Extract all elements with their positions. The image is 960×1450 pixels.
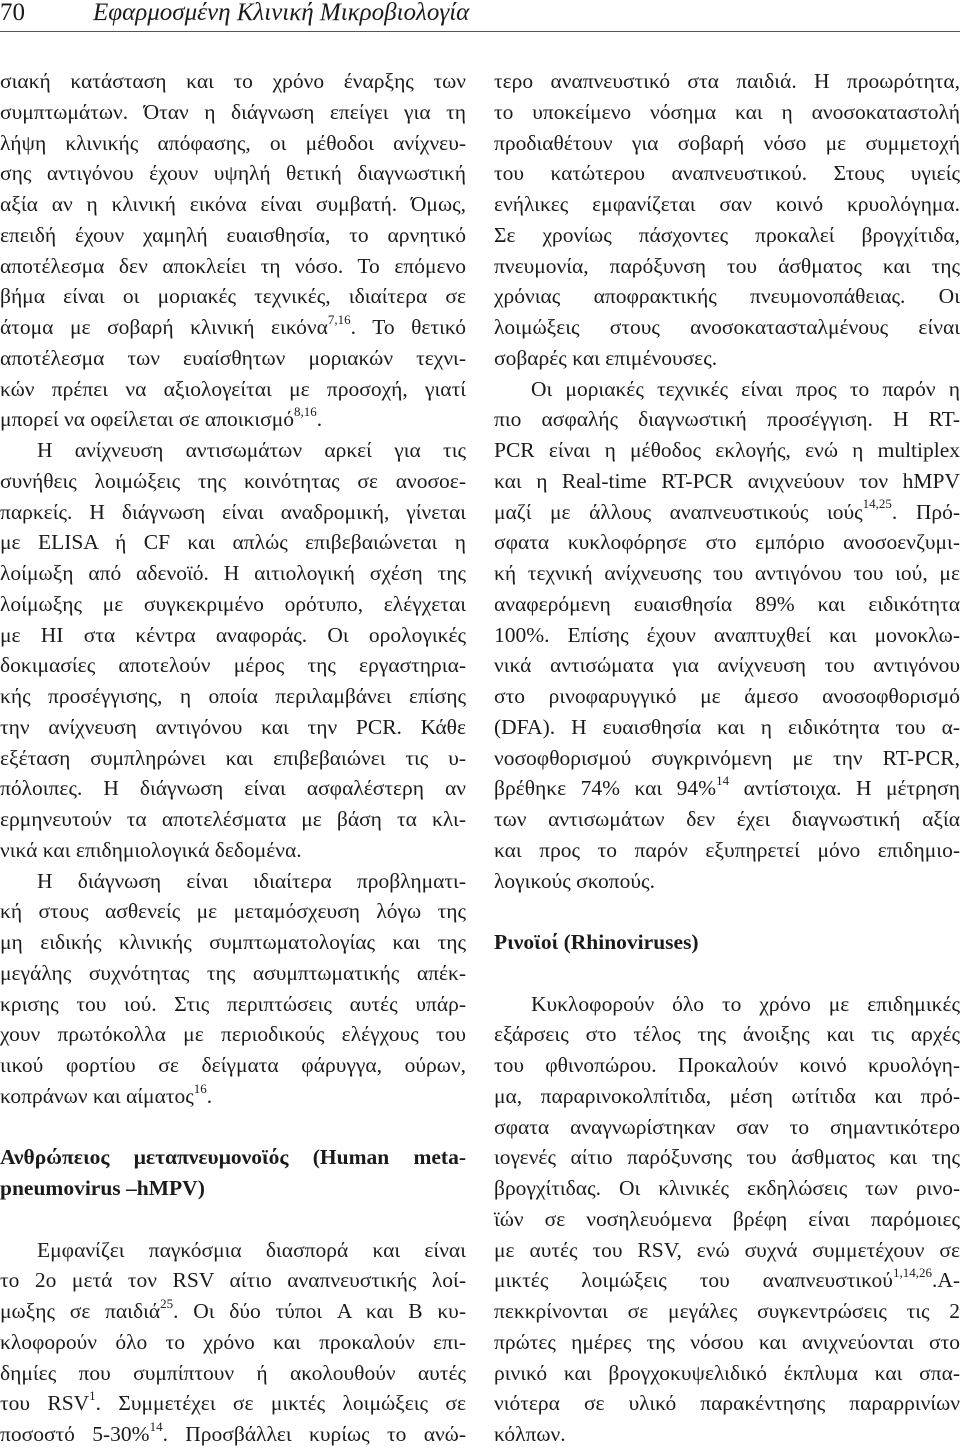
text-line [494, 650, 960, 681]
text-line [494, 527, 960, 558]
text-line [0, 404, 466, 435]
line-text: του κατώτερου αναπνευστικού. Στους υγιείς [494, 161, 960, 186]
text-line [0, 189, 466, 220]
line-text: πνευμονία, παρόξυνση του άσθματος και της [494, 253, 960, 278]
line-text: εξέταση συμπληρώνει και επιβεβαιώνει τις υ- [0, 745, 466, 770]
paragraph-gap [494, 896, 960, 927]
line-text: βρογχίτιδας. Οι κλινικές εκδηλώσεις των ρινο- [494, 1176, 960, 1200]
text-line [0, 374, 466, 405]
line-text: Σε χρονίως πάσχοντες προκαλεί βρογχίτιδα, [494, 222, 960, 247]
line-text: Η ανίχνευση αντισωμάτων αρκεί για τις [37, 438, 466, 462]
line-text: συμπτωμάτων. Όταν η διάγνωση επείγει για τη [0, 99, 466, 124]
line-text: ενήλικες εμφανίζεται σαν κοινό κρυολόγημα. [494, 192, 960, 216]
text-line [0, 589, 466, 620]
citation-superscript: 25 [160, 1295, 174, 1311]
line-text: μα, παραρινοκολπίτιδα, μέση ωτίτιδα και πρό- [494, 1083, 960, 1108]
line-text: ϊών σε νοσηλευόμενα βρέφη είναι παρόμοιες [494, 1206, 960, 1231]
text-line [0, 1081, 466, 1112]
text-line [0, 620, 466, 651]
text-line [0, 896, 466, 927]
text-line [494, 589, 960, 620]
line-text: βήμα είναι οι μοριακές τεχνικές, ιδιαίτερα σε [0, 284, 466, 309]
line-text: ρινικό και βρογχοκυψελιδικό έκπλυμα και σπα- [494, 1360, 960, 1385]
line-text-continued: αντίστοιχα. Η μέτρηση [729, 776, 960, 801]
text-line [494, 1296, 960, 1327]
line-text: των αντισωμάτων δεν έχει διαγνωστική αξία [494, 807, 960, 831]
text-line [494, 404, 960, 435]
line-text: κών πρέπει να αξιολογείται με προσοχή, γιατί [0, 376, 466, 401]
line-text: κής προσέγγισης, η οποία περιλαμβάνει επίσης [0, 684, 466, 708]
text-line [494, 312, 960, 343]
line-text: κρισης του ιού. Στις περιπτώσεις αυτές υπάρ- [0, 991, 466, 1016]
text-line [494, 558, 960, 589]
text-line [494, 1235, 960, 1266]
citation-superscript: 1,14,26 [892, 1265, 932, 1281]
line-text: Ανθρώπειος μεταπνευμονοϊός (Human meta- [0, 1145, 466, 1170]
text-line [494, 220, 960, 251]
line-text: κλοφορούν όλο το χρόνο και προκαλούν επι- [0, 1329, 466, 1354]
text-line [0, 804, 466, 835]
line-text: ποσοστό 5-30% [0, 1422, 150, 1446]
line-text: σιακή κατάσταση και το χρόνο έναρξης των [0, 69, 466, 93]
line-text: άτομα με σοβαρή κλινική εικόνα [0, 315, 328, 339]
citation-superscript: 1 [89, 1388, 96, 1404]
text-line [494, 620, 960, 651]
line-text: Ρινοϊοί (Rhinoviruses) [494, 930, 699, 954]
line-text: με HI στα κέντρα αναφοράς. Οι ορολογικές [0, 622, 466, 647]
text-line [0, 128, 466, 159]
running-title: Εφαρμοσμένη Κλινική Μικροβιολογία [93, 0, 470, 26]
line-text: προδιαθέτουν για σοβαρή νόσο με συμμετοχή [494, 130, 960, 155]
line-text: νοσοφθορισμού συγκρινόμενη με την RT-PCR, [494, 745, 960, 770]
line-text: πρώτες ημέρες της νόσου και ανιχνεύονται στο [494, 1329, 960, 1354]
line-text: δημίες που συμπίπτουν ή ακολουθούν αυτές [0, 1360, 466, 1385]
paragraph-gap [494, 958, 960, 989]
line-text: κή τεχνική ανίχνευσης του αντιγόνου του ιού, με [494, 561, 960, 585]
line-text: σφατα κυκλοφόρησε στο εμπόριο ανοσοενζυμι- [494, 530, 960, 555]
line-text: και η Real-time RT-PCR ανιχνεύουν τον hMPV [494, 468, 960, 493]
section-heading-line [494, 927, 960, 958]
page-number: 70 [0, 0, 25, 26]
line-text: 100%. Επίσης έχουν αναπτυχθεί και μονοκλω- [494, 622, 960, 647]
citation-superscript: 14,25 [862, 496, 892, 512]
text-line [494, 1327, 960, 1358]
line-text: επειδή έχουν χαμηλή ευαισθησία, το αρνητικό [0, 222, 466, 247]
text-line [494, 343, 960, 374]
text-line [0, 1235, 466, 1266]
line-text-continued: . Προσβάλλει κυρίως το ανώ- [162, 1422, 466, 1446]
text-line [0, 220, 466, 251]
text-line [0, 989, 466, 1020]
text-line [0, 1019, 466, 1050]
line-text: σοβαρές και επιμένουσες. [494, 345, 718, 370]
text-line [494, 189, 960, 220]
text-line [494, 866, 960, 897]
text-line [494, 804, 960, 835]
text-line [494, 158, 960, 189]
text-line [0, 558, 466, 589]
text-line [0, 1327, 466, 1358]
text-line [0, 435, 466, 466]
line-text: μεγάλης συχνότητας της ασυμπτωματικής απέκ- [0, 960, 466, 985]
text-line [0, 712, 466, 743]
text-line [494, 1019, 960, 1050]
line-text: αναφερόμενη ευαισθησία 89% και ειδικότητα [494, 591, 960, 616]
line-text: με ELISA ή CF και απλώς επιβεβαιώνεται η [0, 530, 466, 555]
line-text: εξάρσεις στο τέλος της άνοιξης και τις αρχές [494, 1022, 960, 1047]
line-text: δοκιμασίες αποτελούν μέρος της εργαστηρια- [0, 653, 466, 678]
line-text: κόλπων. [494, 1422, 566, 1446]
section-heading-line [0, 1142, 466, 1173]
text-line [0, 743, 466, 774]
line-text-continued: . [316, 407, 323, 432]
text-line [0, 1050, 466, 1081]
text-line [0, 97, 466, 128]
line-text: μικτές λοιμώξεις του αναπνευστικού [494, 1268, 893, 1293]
text-line [494, 374, 960, 405]
citation-superscript: 14 [149, 1418, 163, 1434]
section-heading-line [0, 1173, 466, 1204]
line-text: αποτέλεσμα των ευαίσθητων μοριακών τεχνι- [0, 345, 466, 370]
text-line [0, 927, 466, 958]
text-line [0, 958, 466, 989]
text-line [494, 1112, 960, 1143]
text-line [494, 681, 960, 712]
text-line [0, 773, 466, 804]
line-text: παρκείς. Η διάγνωση είναι αναδρομική, γίνεται [0, 499, 466, 524]
line-text: τερο αναπνευστικό στα παιδιά. Η προωρότητα, [494, 69, 960, 93]
line-text-continued: . [206, 1083, 213, 1108]
line-text: αποτέλεσμα δεν αποκλείει τη νόσο. Το επόμενο [0, 253, 466, 278]
text-line [0, 251, 466, 282]
text-line [494, 712, 960, 743]
line-text: ιογενές αίτιο παρόξυνσης του άσθματος και της [494, 1145, 960, 1170]
line-text: σης αντιγόνου έχουν υψηλή θετική διαγνωστική [0, 161, 466, 186]
line-text: λογικούς σκοπούς. [494, 868, 655, 893]
text-line [494, 435, 960, 466]
line-text: κή στους ασθενείς με μεταμόσχευση λόγω της [0, 899, 466, 924]
line-text: λοίμωξης με συγκεκριμένο ορότυπο, ελέγχεται [0, 591, 466, 616]
header-rule [0, 31, 960, 32]
line-text-continued: . Οι δύο τύποι A και B κυ- [173, 1299, 466, 1323]
line-text: μαζί με άλλους αναπνευστικούς ιούς [494, 499, 863, 524]
text-line [494, 743, 960, 774]
text-line [0, 1419, 466, 1450]
line-text: του φθινοπώρου. Προκαλούν κοινό κρυολόγη- [494, 1053, 960, 1077]
text-line [494, 1265, 960, 1296]
text-line [0, 158, 466, 189]
text-line [0, 1358, 466, 1389]
line-text: συνήθεις λοιμώξεις της κοινότητας σε ανοσοε- [0, 468, 466, 493]
text-line [0, 835, 466, 866]
line-text: βρέθηκε 74% και 94% [494, 776, 717, 801]
line-text-continued: . Πρό- [891, 499, 960, 524]
text-line [494, 1142, 960, 1173]
text-line [494, 251, 960, 282]
line-text: στο ρινοφαρυγγικό με άμεσο ανοσοφθορισμό [494, 684, 960, 708]
text-line [494, 989, 960, 1020]
citation-superscript: 8,16 [294, 404, 317, 420]
text-line [0, 650, 466, 681]
text-line [494, 497, 960, 528]
text-line [0, 66, 466, 97]
line-text: νικά αντισώματα για ανίχνευση του αντιγόνου [494, 653, 960, 678]
line-text: PCR είναι η μέθοδος εκλογής, ενώ η multiplex [494, 438, 960, 462]
text-line [494, 128, 960, 159]
text-line [0, 1388, 466, 1419]
line-text: (DFA). Η ευαισθησία και η ειδικότητα του α- [494, 714, 960, 739]
text-line [0, 1296, 466, 1327]
text-line [0, 466, 466, 497]
line-text: λοίμωξη από αδενοϊό. Η αιτιολογική σχέση της [0, 561, 466, 585]
citation-superscript: 16 [193, 1080, 207, 1096]
text-line [494, 97, 960, 128]
paragraph-gap [0, 1112, 466, 1143]
line-text-continued: .Α- [931, 1268, 960, 1293]
line-text: κοπράνων και αίματος [0, 1083, 194, 1108]
line-text: του RSV [0, 1391, 90, 1416]
line-text: και προς το παρόν εξυπηρετεί μόνο επιδημιο- [494, 837, 960, 862]
line-text: Εμφανίζει παγκόσμια διασπορά και είναι [37, 1237, 466, 1262]
text-line [0, 343, 466, 374]
line-text: μωξης σε παιδιά [0, 1299, 161, 1323]
text-line [0, 866, 466, 897]
line-text: λήψη κλινικής απόφασης, οι μέθοδοι ανίχνευ- [0, 130, 466, 155]
line-text-continued: . Το θετικό [350, 315, 466, 339]
citation-superscript: 7,16 [327, 311, 351, 327]
line-text: ερμηνευτούν τα αποτελέσματα με βάση τα κλι- [0, 807, 466, 831]
text-line [0, 281, 466, 312]
line-text: με αυτές του RSV, ενώ συχνά συμμετέχουν σε [494, 1237, 960, 1262]
line-text: μη ειδικής κλινικής συμπτωματολογίας και της [0, 930, 466, 954]
text-line [0, 681, 466, 712]
line-text: χουν πρωτόκολλα με περιοδικούς ελέγχους του [0, 1022, 466, 1047]
line-text: Οι μοριακές τεχνικές είναι προς το παρόν η [531, 376, 960, 401]
line-text: το 2ο μετά τον RSV αίτιο αναπνευστικής λοί- [0, 1268, 466, 1293]
text-line [494, 466, 960, 497]
text-line [494, 66, 960, 97]
text-line [494, 1050, 960, 1081]
text-line [494, 1081, 960, 1112]
right-column [494, 66, 960, 1450]
text-line [494, 281, 960, 312]
line-text-continued: . Συμμετέχει σε μικτές λοιμώξεις σε [95, 1391, 466, 1416]
line-text: χρόνιας αποφρακτικής πνευμονοπάθειας. Οι [494, 284, 960, 309]
left-column [0, 66, 466, 1450]
text-line [494, 1173, 960, 1204]
text-line [0, 1265, 466, 1296]
text-line [494, 773, 960, 804]
line-text: νιότερα σε υλικό παρακέντησης παραρρινίων [494, 1391, 960, 1416]
text-line [0, 312, 466, 343]
line-text: πόλοιπες. Η διάγνωση είναι ασφαλέστερη αν [0, 776, 466, 801]
text-line [494, 1204, 960, 1235]
line-text: μπορεί να οφείλεται σε αποικισμό [0, 407, 295, 432]
line-text: την ανίχνευση αντιγόνου και την PCR. Κάθε [0, 714, 466, 739]
line-text: πεκκρίνονται σε μεγάλες συγκεντρώσεις τις 2 [494, 1299, 960, 1323]
text-line [0, 527, 466, 558]
text-line [494, 1419, 960, 1450]
line-text: πιο ασφαλής διαγνωστική προσέγγιση. Η RT- [494, 407, 960, 432]
text-line [494, 835, 960, 866]
line-text: σφατα αναγνωρίστηκαν σαν το σημαντικότερο [494, 1114, 960, 1139]
line-text: αξία αν η κλινική εικόνα είναι συμβατή. Όμως, [0, 192, 466, 216]
line-text: Κυκλοφορούν όλο το χρόνο με επιδημικές [531, 991, 960, 1016]
line-text: ιικού φορτίου σε δείγματα φάρυγγα, ούρων, [0, 1053, 466, 1077]
line-text: pneumovirus –hMPV) [0, 1176, 205, 1200]
text-line [0, 497, 466, 528]
paragraph-gap [0, 1204, 466, 1235]
page-header [0, 0, 960, 30]
line-text: νικά και επιδημιολογικά δεδομένα. [0, 837, 302, 862]
line-text: Η διάγνωση είναι ιδιαίτερα προβληματι- [37, 868, 466, 893]
text-line [494, 1358, 960, 1389]
line-text: λοιμώξεις στους ανοσοκατασταλμένους είναι [494, 315, 960, 339]
line-text: το υποκείμενο νόσημα και η ανοσοκαταστολή [494, 99, 960, 124]
citation-superscript: 14 [716, 773, 730, 789]
text-line [494, 1388, 960, 1419]
